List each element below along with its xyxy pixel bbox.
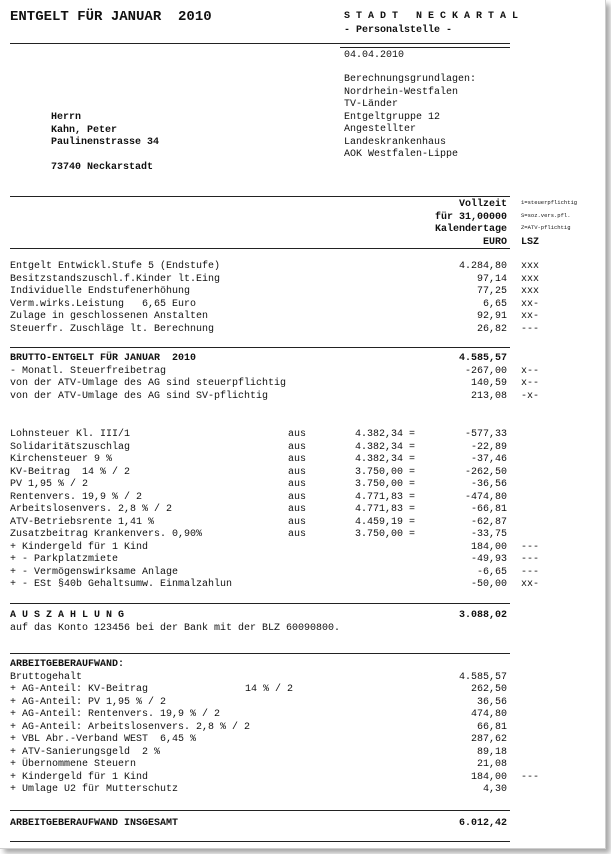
deduction-aus: aus — [288, 479, 307, 490]
earning-label: Besitzstandszuschl.f.Kinder lt.Eing — [10, 273, 221, 285]
payout-label: A U S Z A H L U N G — [10, 610, 125, 621]
deduction-amount: -577,33 — [464, 429, 507, 440]
deduction-aus: aus — [288, 516, 307, 528]
employer-line-amount: 89,18 — [476, 746, 507, 758]
deduction-basis: 4.382,34 = — [355, 454, 416, 465]
employer-line-label: + AG-Anteil: Rentenvers. 19,9 % / 2 — [10, 709, 221, 720]
brutto-line-amount: 140,59 — [470, 378, 507, 389]
deduction-label: + - Vermögenswirksame Anlage — [10, 566, 179, 578]
deduction-label: Kirchensteuer 9 % — [10, 454, 113, 465]
document-title: ENTGELT FÜR JANUAR 2010 — [10, 9, 212, 25]
earning-label: Entgelt Entwickl.Stufe 5 (Endstufe) — [10, 261, 221, 272]
earning-lsz: --- — [521, 323, 540, 335]
deduction-amount: -22,89 — [470, 441, 507, 453]
deduction-amount: -62,87 — [470, 516, 507, 528]
brutto-amount: 4.585,57 — [458, 353, 507, 364]
employer-heading: ARBEITGEBERAUFWAND: — [10, 659, 125, 670]
deduction-basis: 3.750,00 = — [355, 466, 416, 478]
deduction-aus: aus — [288, 466, 307, 478]
deduction-amount: -66,81 — [470, 504, 507, 515]
employer-line-label: + Übernommene Steuern — [10, 759, 137, 770]
divider — [10, 248, 510, 249]
deduction-label: Arbeitslosenvers. 2,8 % / 2 — [10, 504, 173, 515]
column-lsz: LSZ — [521, 236, 540, 248]
earning-label: Verm.wirks.Leistung 6,65 Euro — [10, 298, 197, 310]
deduction-aus: aus — [288, 529, 307, 540]
payout-amount: 3.088,02 — [458, 610, 507, 621]
employer-total-amount: 6.012,42 — [458, 818, 507, 829]
earning-lsz: xxx — [521, 273, 540, 285]
brutto-line-label: von der ATV-Umlage des AG sind SV-pflichtig — [10, 390, 269, 402]
deduction-aus: aus — [288, 429, 307, 440]
earning-label: Individuelle Endstufenerhöhung — [10, 286, 191, 297]
divider — [10, 841, 510, 842]
basis-line: Nordrhein-Westfalen — [344, 86, 459, 98]
column-euro: EURO — [482, 236, 507, 248]
deduction-basis: 3.750,00 = — [355, 479, 416, 490]
deduction-label: Zusatzbeitrag Krankenvers. 0,90% — [10, 529, 203, 540]
employer-line-lsz: --- — [521, 771, 540, 783]
divider — [10, 43, 510, 44]
deduction-label: + - Parkplatzmiete — [10, 554, 119, 565]
deduction-amount: -474,80 — [464, 491, 507, 503]
earning-lsz: xxx — [521, 286, 540, 297]
deduction-lsz: --- — [521, 541, 540, 553]
address-name: Kahn, Peter — [51, 124, 118, 136]
deduction-lsz: --- — [521, 566, 540, 578]
payout-account: auf das Konto 123456 bei der Bank mit der BLZ 60090800. — [10, 622, 341, 634]
column-fuer: für 31,00000 — [434, 211, 507, 223]
deduction-label: Lohnsteuer Kl. III/1 — [10, 429, 131, 440]
deduction-label: PV 1,95 % / 2 — [10, 479, 89, 490]
employer-line-label: + ATV-Sanierungsgeld 2 % — [10, 746, 161, 758]
address-city: 73740 Neckarstadt — [51, 162, 154, 173]
earning-lsz: xx- — [521, 311, 540, 322]
employer-line-amount: 4,30 — [482, 784, 507, 795]
deduction-amount: -262,50 — [464, 466, 507, 478]
column-vollzeit: Vollzeit — [458, 199, 507, 210]
document-date: 04.04.2010 — [344, 50, 405, 61]
earning-amount: 92,91 — [476, 311, 507, 322]
legend-sozvers: S=soz.vers.pfl. — [521, 211, 571, 219]
employer-line-label: + AG-Anteil: Arbeitslosenvers. 2,8 % / 2 — [10, 721, 251, 733]
earning-amount: 26,82 — [476, 323, 507, 335]
earning-lsz: xx- — [521, 298, 540, 310]
earning-amount: 97,14 — [476, 273, 507, 285]
brutto-line-amount: 213,08 — [470, 390, 507, 402]
divider — [340, 47, 510, 48]
basis-line: TV-Länder — [344, 99, 399, 110]
deduction-basis: 4.771,83 = — [355, 491, 416, 503]
employer-line-label: + AG-Anteil: KV-Beitrag — [10, 684, 149, 695]
earning-label: Steuerfr. Zuschläge lt. Berechnung — [10, 323, 215, 335]
earning-amount: 4.284,80 — [458, 261, 507, 272]
deduction-amount: -49,93 — [470, 554, 507, 565]
basis-line: Entgeltgruppe 12 — [344, 111, 441, 123]
deduction-amount: 184,00 — [470, 541, 507, 553]
deduction-basis: 4.459,19 = — [355, 516, 416, 528]
deduction-amount: -33,75 — [470, 529, 507, 540]
deduction-amount: -6,65 — [476, 566, 507, 578]
basis-heading: Berechnungsgrundlagen: — [344, 74, 477, 85]
divider — [10, 810, 510, 811]
brutto-line-lsz: x-- — [521, 365, 540, 377]
employer-line-amount: 184,00 — [470, 771, 507, 783]
basis-line: Angestellter — [344, 124, 417, 135]
divider — [10, 603, 510, 604]
employer-line-amount: 4.585,57 — [458, 671, 507, 683]
brutto-label: BRUTTO-ENTGELT FÜR JANUAR 2010 — [10, 353, 197, 364]
address-street: Paulinenstrasse 34 — [51, 137, 160, 148]
deduction-lsz: --- — [521, 554, 540, 565]
deduction-label: KV-Beitrag 14 % / 2 — [10, 466, 131, 478]
deduction-amount: -50,00 — [470, 579, 507, 590]
earning-label: Zulage in geschlossenen Anstalten — [10, 311, 209, 322]
employer-line-amount: 287,62 — [470, 734, 507, 745]
brutto-line-lsz: -x- — [521, 390, 540, 402]
deduction-label: + Kindergeld für 1 Kind — [10, 541, 149, 553]
deduction-label: + - ESt §40b Gehaltsumw. Einmalzahlun — [10, 579, 233, 590]
deduction-aus: aus — [288, 504, 307, 515]
employer-total-label: ARBEITGEBERAUFWAND INSGESAMT — [10, 818, 179, 829]
employer-line-label: + VBL Abr.-Verband WEST 6,45 % — [10, 734, 197, 745]
deduction-aus: aus — [288, 454, 307, 465]
employer-line-amount: 474,80 — [470, 709, 507, 720]
legend-steuer: 1=steuerpflichtig — [521, 199, 578, 206]
employer-line-label: + AG-Anteil: PV 1,95 % / 2 — [10, 696, 167, 708]
brutto-line-amount: -267,00 — [464, 365, 507, 377]
basis-line: AOK Westfalen-Lippe — [344, 149, 459, 160]
deduction-lsz: xx- — [521, 579, 540, 590]
deduction-label: Rentenvers. 19,9 % / 2 — [10, 491, 143, 503]
deduction-label: Solidaritätszuschlag — [10, 441, 131, 453]
earning-lsz: xxx — [521, 261, 540, 272]
employer-line-extra: 14 % / 2 — [245, 684, 294, 695]
brutto-line-label: - Monatl. Steuerfreibetrag — [10, 365, 167, 377]
divider — [10, 653, 510, 654]
divider — [10, 196, 510, 197]
deduction-basis: 4.771,83 = — [355, 504, 416, 515]
earning-amount: 77,25 — [476, 286, 507, 297]
brutto-line-label: von der ATV-Umlage des AG sind steuerpflichtig — [10, 378, 287, 389]
employer-line-label: Bruttogehalt — [10, 671, 83, 683]
earning-amount: 6,65 — [482, 298, 507, 310]
deduction-amount: -37,46 — [470, 454, 507, 465]
deduction-basis: 3.750,00 = — [355, 529, 416, 540]
column-kalendertage: Kalendertage — [434, 224, 507, 235]
employer-line-amount: 21,08 — [476, 759, 507, 770]
employer-line-label: + Umlage U2 für Mutterschutz — [10, 784, 179, 795]
department-name: - Personalstelle - — [344, 25, 453, 36]
organization-name: S T A D T N E C K A R T A L — [344, 11, 519, 22]
legend-atv: Z=ATV-pflichtig — [521, 224, 571, 231]
deduction-basis: 4.382,34 = — [355, 429, 416, 440]
deduction-aus: aus — [288, 491, 307, 503]
employer-line-amount: 262,50 — [470, 684, 507, 695]
brutto-line-lsz: x-- — [521, 378, 540, 389]
employer-line-amount: 36,56 — [476, 696, 507, 708]
employer-line-label: + Kindergeld für 1 Kind — [10, 771, 149, 783]
employer-line-amount: 66,81 — [476, 721, 507, 733]
deduction-label: ATV-Betriebsrente 1,41 % — [10, 516, 155, 528]
deduction-amount: -36,56 — [470, 479, 507, 490]
basis-line: Landeskrankenhaus — [344, 136, 447, 148]
deduction-aus: aus — [288, 441, 307, 453]
deduction-basis: 4.382,34 = — [355, 441, 416, 453]
divider — [10, 347, 510, 348]
address-salutation: Herrn — [51, 112, 82, 123]
